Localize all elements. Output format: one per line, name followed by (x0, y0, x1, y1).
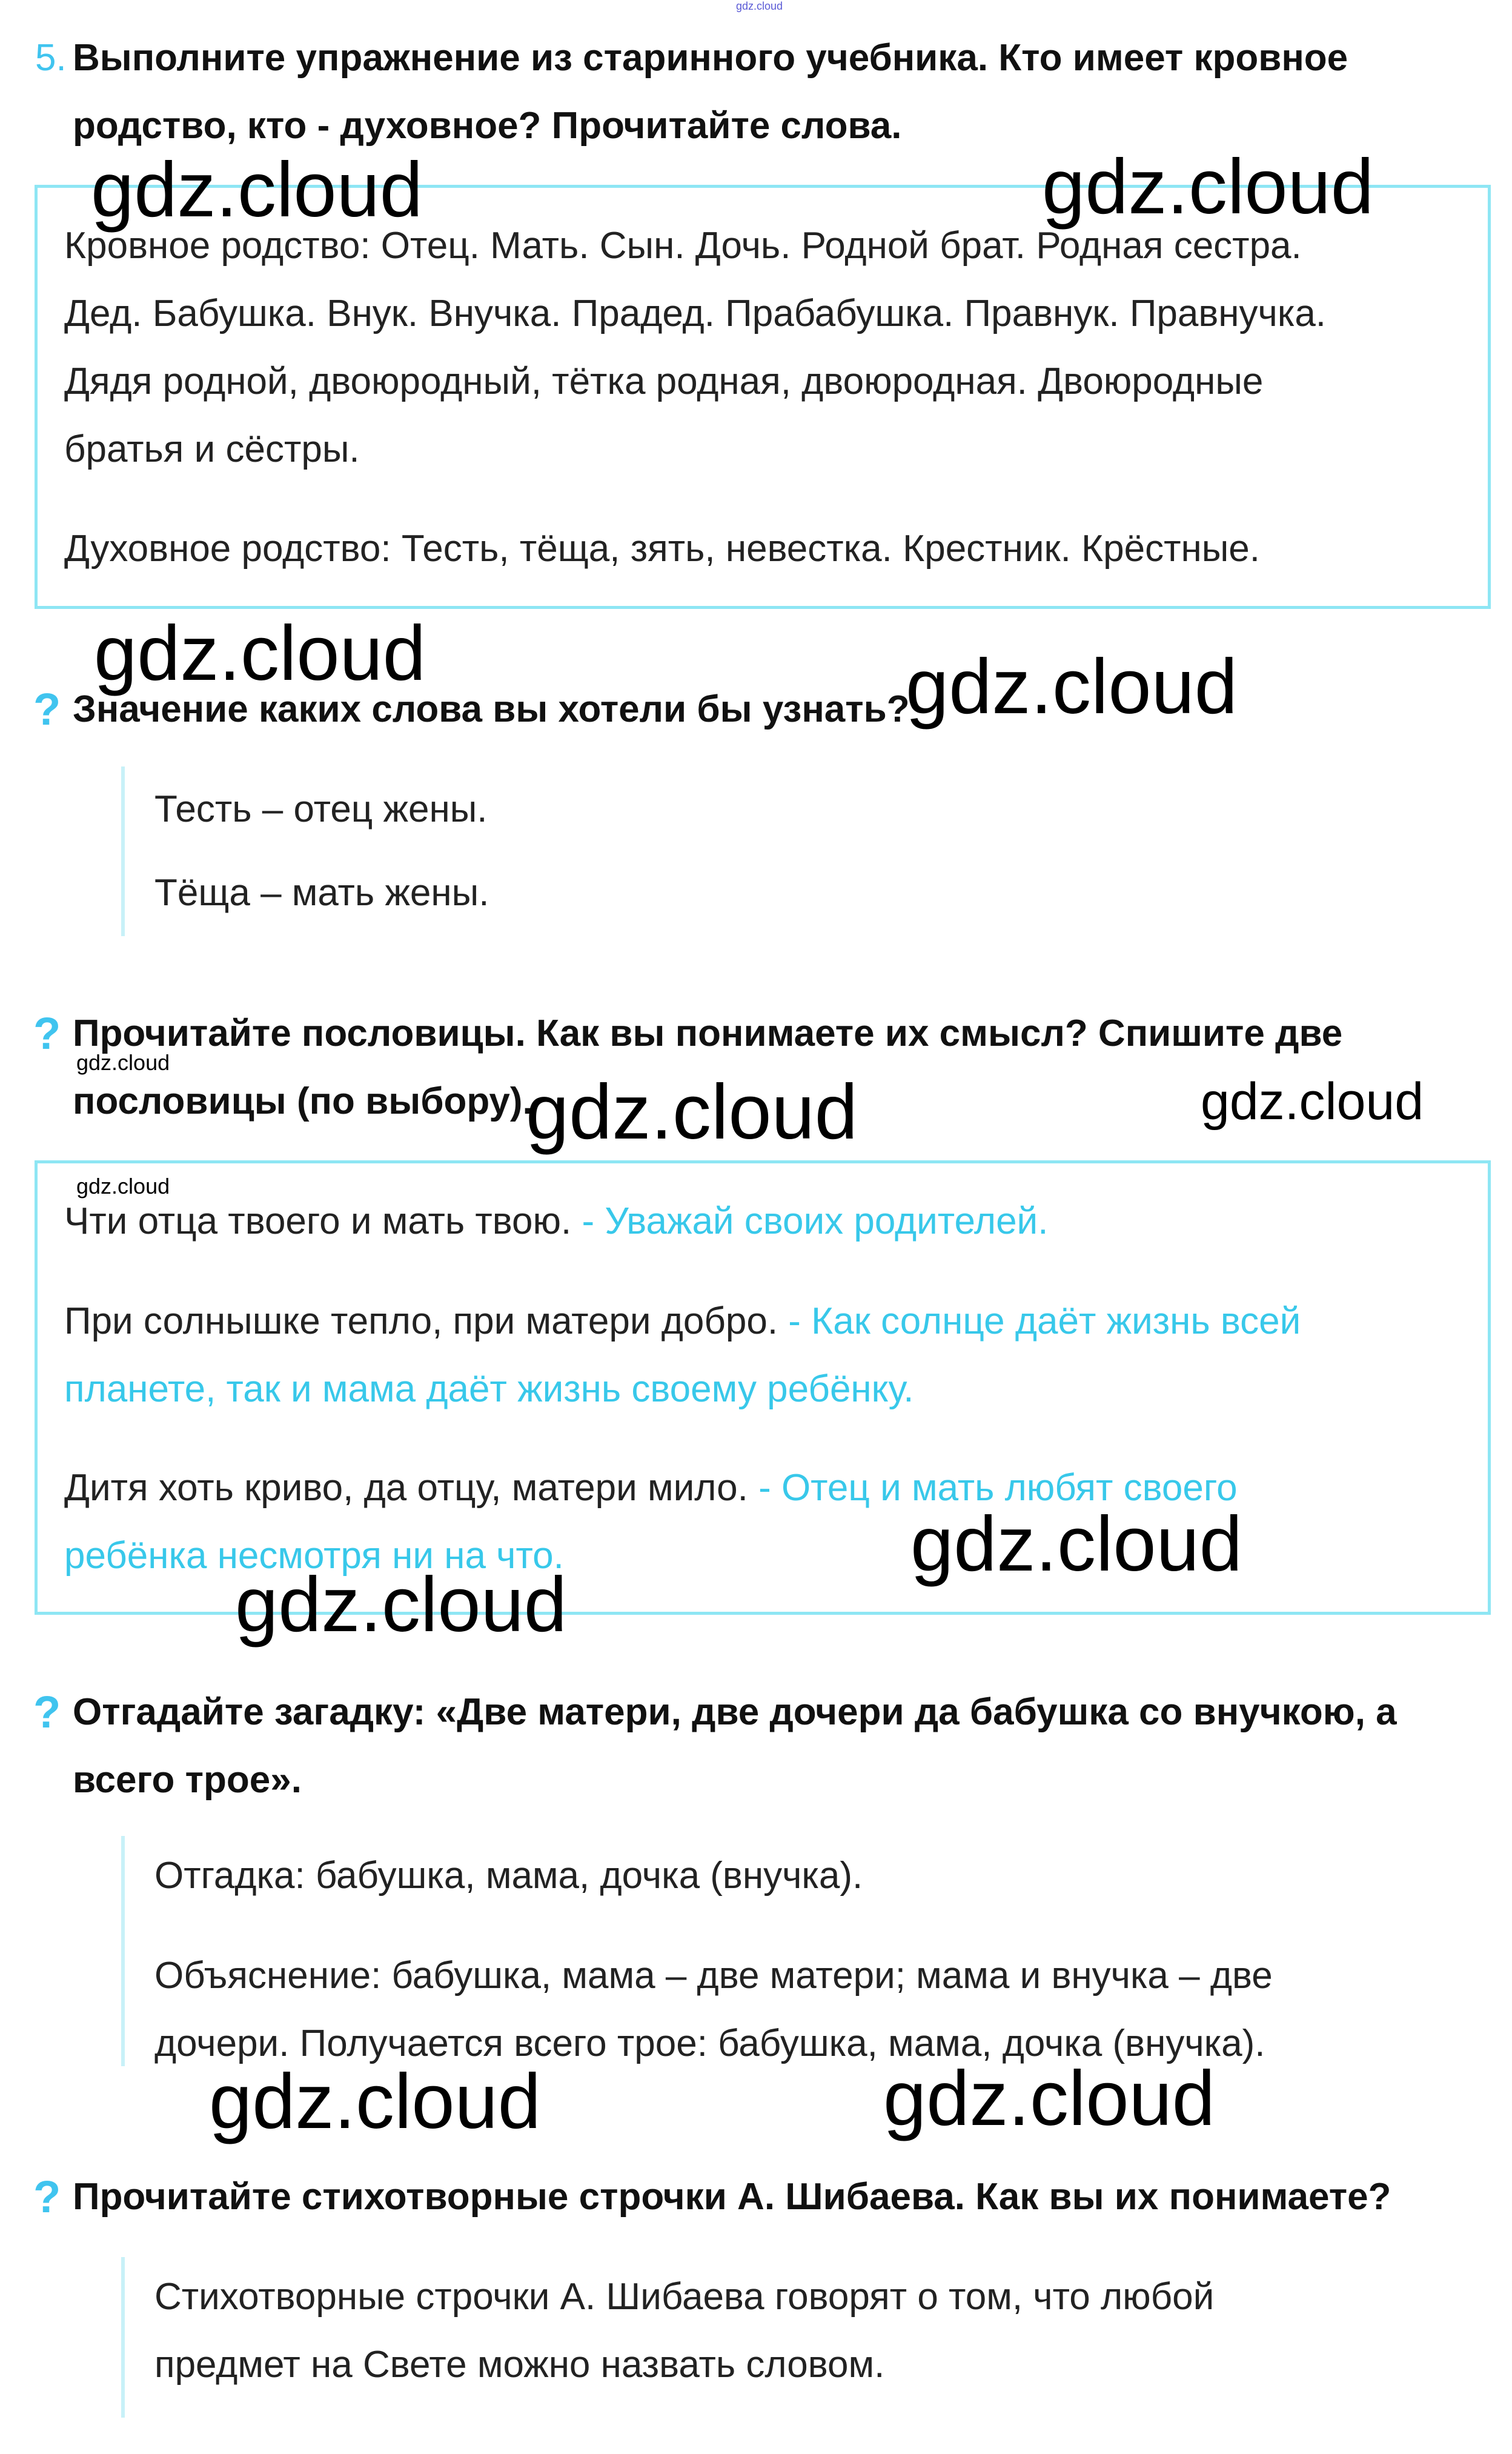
exercise-5-heading-line1: 5. Выполните упражнение из старинного учебника. Кто имеет кровное (73, 24, 1466, 92)
watermark: gdz.cloud (209, 2058, 541, 2145)
question-2-heading-line1: Прочитайте пословицы. Как вы понимаете их смысл? Спишите две (73, 1013, 1343, 1054)
answer-bar (121, 2257, 125, 2418)
answer-1-line-2: Тёща – мать жены. (154, 872, 489, 914)
watermark: gdz.cloud (906, 643, 1238, 730)
spiritual-kinship-line: Духовное родство: Тесть, тёща, зять, невестка. Крестник. Крёстные. (64, 528, 1261, 570)
riddle-explanation-line2: дочери. Получается всего трое: бабушка, мама, дочка (внучка). (154, 2023, 1265, 2064)
watermark: gdz.cloud (91, 147, 423, 233)
question-3-heading-line2: всего трое». (73, 1759, 302, 1801)
proverb-3-meaning: - Отец и мать любят своего (748, 1467, 1238, 1509)
watermark: gdz.cloud (76, 1174, 170, 1199)
poem-answer-line1: Стихотворные строчки А. Шибаева говорят о том, что любой (154, 2276, 1215, 2318)
answer-bar (121, 766, 125, 936)
proverb-3: Дитя хоть криво, да отцу, матери мило. - Отец и мать любят своего (64, 1467, 1238, 1509)
watermark: gdz.cloud (235, 1561, 567, 1648)
answer-1-line-1: Тесть – отец жены. (154, 788, 488, 830)
question-3-heading-line1: Отгадайте загадку: «Две матери, две дочери да бабушка со внучкою, а (73, 1691, 1397, 1733)
blood-kinship-line-4: братья и сёстры. (64, 428, 360, 470)
question-mark-icon: ? (33, 2172, 61, 2222)
watermark: gdz.cloud (883, 2055, 1215, 2142)
answer-bar (121, 1836, 125, 2066)
question-mark-icon: ? (33, 1687, 61, 1737)
proverb-2: При солнышке тепло, при матери добро. - Как солнце даёт жизнь всей (64, 1300, 1301, 1342)
watermark: gdz.cloud (1201, 1072, 1424, 1131)
riddle-explanation-line1: Объяснение: бабушка, мама – две матери; мама и внучка – две (154, 1955, 1273, 1997)
watermark: gdz.cloud (94, 610, 426, 697)
proverb-2-meaning: - Как солнце даёт жизнь всей (778, 1300, 1301, 1342)
blood-kinship-line-2: Дед. Бабушка. Внук. Внучка. Прадед. Прабабушка. Правнук. Правнучка. (64, 293, 1327, 334)
watermark: gdz.cloud (76, 1050, 170, 1075)
question-mark-icon: ? (33, 684, 61, 734)
question-1-heading: Значение каких слова вы хотели бы узнать? (73, 688, 910, 730)
top-watermark: gdz.cloud (736, 0, 783, 12)
question-2-heading-line2: пословицы (по выбору). (73, 1080, 533, 1122)
riddle-answer: Отгадка: бабушка, мама, дочка (внучка). (154, 1855, 863, 1897)
proverb-2-meaning-cont: планете, так и мама даёт жизнь своему ребёнку. (64, 1368, 914, 1410)
exercise-number: 5. (35, 37, 67, 79)
blood-kinship-line-3: Дядя родной, двоюродный, тётка родная, двоюродная. Двоюродные (64, 361, 1264, 402)
proverb-3-meaning-cont: ребёнка несмотря ни на что. (64, 1535, 564, 1577)
question-4-heading: Прочитайте стихотворные строчки А. Шибаева. Как вы их понимаете? (73, 2176, 1391, 2218)
poem-answer-line2: предмет на Свете можно назвать словом. (154, 2344, 885, 2386)
watermark: gdz.cloud (526, 1069, 858, 1156)
question-mark-icon: ? (33, 1008, 61, 1059)
watermark: gdz.cloud (910, 1501, 1242, 1588)
watermark: gdz.cloud (1042, 144, 1374, 230)
proverb-1: Чти отца твоего и мать твою. - Уважай своих родителей. (64, 1200, 1049, 1242)
proverb-1-meaning: - Уважай своих родителей. (571, 1200, 1049, 1242)
exercise-5-heading-line2: родство, кто - духовное? Прочитайте слова. (73, 105, 902, 147)
blood-kinship-line-1: Кровное родство: Отец. Мать. Сын. Дочь. Родной брат. Родная сестра. (64, 225, 1302, 267)
